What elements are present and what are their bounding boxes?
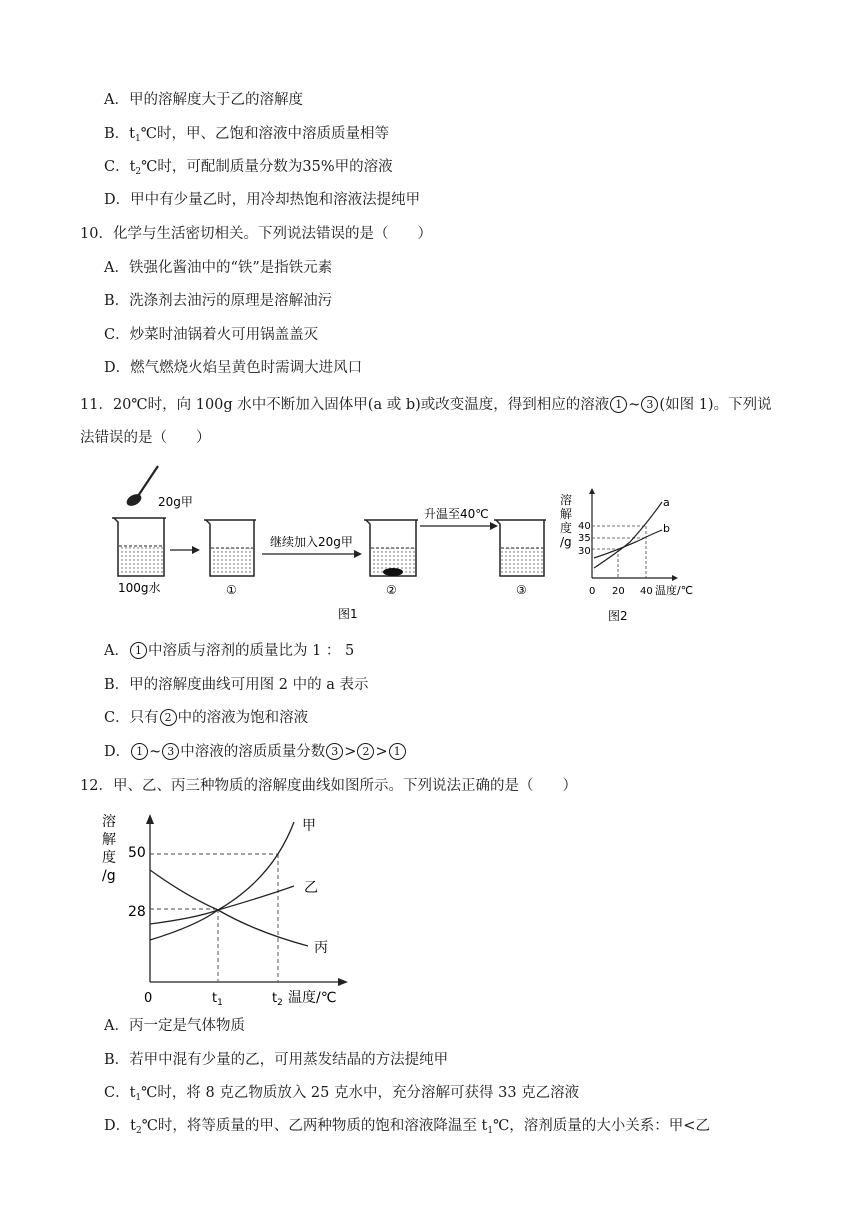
q9-option-b xyxy=(104,124,389,149)
q9-b-post: ℃时，甲、乙饱和溶液中溶质质量相等 xyxy=(140,126,389,142)
beaker-3-label: ③ xyxy=(516,583,527,597)
q12-d-mid: ℃时，将等质量的甲、乙两种物质的饱和溶液降温至 t xyxy=(141,1118,488,1134)
q11-stem-a: 11．20℃时，向 100g 水中不断加入固体甲(a 或 b)或改变温度，得到相应的溶液 xyxy=(80,397,610,413)
circled-1: 1 xyxy=(610,396,627,413)
fig2-ytick-40: 40 xyxy=(578,521,591,532)
q11-d-mid: 中溶液的溶质质量分数 xyxy=(180,744,326,760)
q11-stem-line2: 法错误的是（ ） xyxy=(80,430,211,446)
q11-option-d xyxy=(104,742,407,762)
q12-ylabel-4: /g xyxy=(102,868,116,884)
circled-3: 3 xyxy=(326,743,343,760)
q11-d-sep: ~ xyxy=(149,744,162,760)
q10-option-a: A．铁强化酱油中的“铁”是指铁元素 xyxy=(104,260,333,276)
spoon-label: 20g甲 xyxy=(158,495,193,509)
q11-d-gt1: > xyxy=(344,744,357,760)
q11-option-c xyxy=(104,708,308,728)
q10-option-d: D．燃气燃烧火焰呈黄色时需调大进风口 xyxy=(104,360,363,376)
q11-stem-b: (如图 1)。下列说 xyxy=(659,397,772,413)
q12-c-pre: C．t xyxy=(104,1085,136,1101)
beaker-2-label: ② xyxy=(386,583,397,597)
circled-2: 2 xyxy=(160,709,177,726)
circled-2: 2 xyxy=(357,743,374,760)
q9-option-a: A．甲的溶解度大于乙的溶解度 xyxy=(104,92,303,108)
q11-option-b: B．甲的溶解度曲线可用图 2 中的 a 表示 xyxy=(104,677,369,693)
q12-option-b: B．若甲中混有少量的乙，可用蒸发结晶的方法提纯甲 xyxy=(104,1052,449,1068)
q12-ytick-50: 50 xyxy=(128,845,146,861)
beaker-water xyxy=(112,518,166,576)
beaker-2 xyxy=(364,520,418,576)
q9-b-pre: B．t xyxy=(104,126,135,142)
q12-ylabel-3: 度 xyxy=(102,850,116,866)
q12-c-post: ℃时，将 8 克乙物质放入 25 克水中，充分溶解可获得 33 克乙溶液 xyxy=(141,1085,580,1101)
q12-chart xyxy=(96,806,366,1010)
q12-d-pre: D．t xyxy=(104,1118,136,1134)
q11-stem-sep: ~ xyxy=(628,397,641,413)
q12-option-a: A．丙一定是气体物质 xyxy=(104,1018,245,1034)
q12-option-c xyxy=(104,1083,579,1108)
q9-c-pre: C．t xyxy=(104,159,136,175)
fig2-xtick-0: 0 xyxy=(589,586,596,597)
q12-ylabel-2: 解 xyxy=(102,832,116,848)
circled-1: 1 xyxy=(389,743,406,760)
q11-stem-line1 xyxy=(80,395,772,415)
beaker-1-label: ① xyxy=(226,583,237,597)
q10-option-b: B．洗涤剂去油污的原理是溶解油污 xyxy=(104,293,333,309)
beaker-1 xyxy=(204,520,256,576)
q9-option-c xyxy=(104,157,393,182)
q11-a-post: 中溶质与溶剂的质量比为 1 ： 5 xyxy=(147,643,355,659)
fig2-ytick-35: 35 xyxy=(578,533,591,544)
q9-c-post: ℃时，可配制质量分数为35%甲的溶液 xyxy=(141,159,393,175)
q11-c-pre: C．只有 xyxy=(104,710,159,726)
q12-d-sub: 2 xyxy=(135,1126,142,1136)
q12-ylabel-1: 溶 xyxy=(102,814,116,830)
water-label: 100g水 xyxy=(118,581,161,595)
fig1-caption: 图1 xyxy=(338,607,358,621)
q12-xlabel: 温度/℃ xyxy=(288,990,337,1006)
fig2-caption: 图2 xyxy=(608,609,628,623)
q12-option-d xyxy=(104,1116,710,1141)
circled-3: 3 xyxy=(641,396,658,413)
q11-option-a xyxy=(104,641,354,661)
q12-ytick-28: 28 xyxy=(128,904,146,920)
q12-stem: 12．甲、乙、丙三种物质的溶解度曲线如图所示。下列说法正确的是（ ） xyxy=(80,778,577,794)
q10-option-c: C．炒菜时油锅着火可用锅盖盖灭 xyxy=(104,327,319,343)
fig2-xlabel: 温度/℃ xyxy=(655,584,694,597)
arrow-2-label: 继续加入20g甲 xyxy=(270,535,353,549)
fig2-ylabel-4: /g xyxy=(560,535,572,549)
circled-1: 1 xyxy=(130,642,147,659)
fig2-label-a: a xyxy=(663,496,670,509)
fig2-ytick-30: 30 xyxy=(578,546,591,557)
beaker-3 xyxy=(494,520,546,576)
q12-label-bing: 丙 xyxy=(314,940,328,956)
q11-d-pre: D． xyxy=(104,744,131,760)
q12-curve-bing xyxy=(150,870,308,946)
q12-xtick-t1: $t_1$ xyxy=(212,991,223,1008)
q12-xtick-t2: $t_2$ xyxy=(272,991,283,1008)
q12-c-sub: 1 xyxy=(135,1093,142,1103)
fig2-chart xyxy=(560,488,693,623)
circled-3: 3 xyxy=(162,743,179,760)
q11-d-gt2: > xyxy=(375,744,388,760)
q11-figures xyxy=(100,462,720,632)
fig2-ylabel-3: 度 xyxy=(560,521,573,535)
arrow-3-label: 升温至40℃ xyxy=(424,507,489,521)
fig2-ylabel-1: 溶 xyxy=(560,493,573,507)
fig2-ylabel-2: 解 xyxy=(560,507,573,521)
q12-curve-yi xyxy=(150,886,294,924)
q12-d-sub2: 1 xyxy=(487,1126,494,1136)
circled-1: 1 xyxy=(131,743,148,760)
q9-option-d: D．甲中有少量乙时，用冷却热饱和溶液法提纯甲 xyxy=(104,192,421,208)
q11-c-post: 中的溶液为饱和溶液 xyxy=(177,710,309,726)
q12-d-post: ℃，溶剂质量的大小关系：甲<乙 xyxy=(493,1118,710,1134)
q12-xtick-0: 0 xyxy=(144,991,153,1006)
fig2-label-b: b xyxy=(663,522,670,535)
q12-label-yi: 乙 xyxy=(304,880,318,896)
fig2-xtick-40: 40 xyxy=(640,586,653,597)
spoon-icon xyxy=(125,466,158,508)
fig2-xtick-20: 20 xyxy=(612,586,625,597)
q9-c-sub: 2 xyxy=(135,167,142,177)
q12-label-jia: 甲 xyxy=(302,818,316,834)
q9-b-sub: 1 xyxy=(134,134,141,144)
q11-a-pre: A． xyxy=(104,643,129,659)
q12-curve-jia xyxy=(150,822,294,940)
q10-stem: 10．化学与生活密切相关。下列说法错误的是（ ） xyxy=(80,226,432,242)
